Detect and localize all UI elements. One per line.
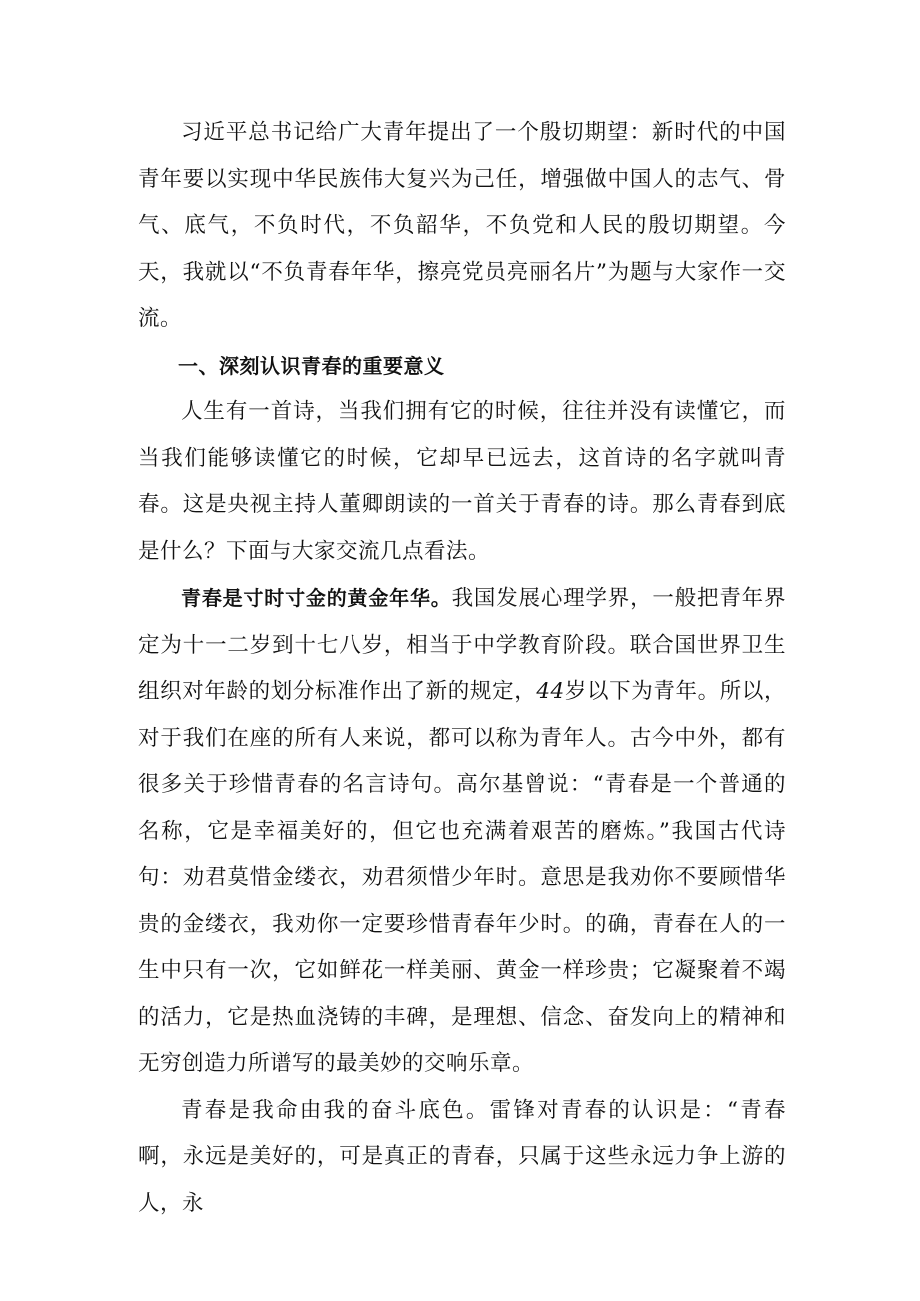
struggle-paragraph: 青春是我命由我的奋斗底色。雷锋对青春的认识是：“青春啊，永远是美好的，可是真正的青春，只属于这些永远力争上游的人，永: [138, 1097, 786, 1216]
golden-years-lead: 青春是寸时寸金的黄金年华。: [181, 586, 452, 610]
golden-years-paragraph: [138, 575, 786, 1088]
intro-paragraph: 习近平总书记给广大青年提出了一个殷切期望：新时代的中国青年要以实现中华民族伟大复兴为己任，增强做中国人的志气、骨气、底气，不负时代，不负韶华，不负党和人民的殷切期望。今天，我就以“不负青春年华，擦亮党员亮丽名片”为题与大家作一交流。: [138, 120, 786, 331]
golden-years-text-a: 我国发展心理学界，一般把青年界定为十一二岁到十七八岁，相当于中学教育阶段。联合国世界卫生组织对年龄的划分标准作出了新的规定，: [138, 586, 786, 704]
golden-years-text-b: 岁以下为青年。所以，对于我们在座的所有人来说，都可以称为青年人。古今中外，都有很多关于珍惜青春的名言诗句。高尔基曾说：“青春是一个普通的名称，它是幸福美好的，但它也充满着艰苦的磨炼。”我国古代诗句：劝君莫惜金缕衣，劝君须惜少年时。意思是我劝你不要顾惜华贵的金缕衣，我劝你一定要珍惜青春年少时。的确，青春在人的一生中只有一次，它如鲜花一样美丽、黄金一样珍贵；它凝聚着不竭的活力，它是热血浇铸的丰碑，是理想、信念、奋发向上的精神和无穷创造力所谱写的最美妙的交响乐章。: [138, 679, 786, 1076]
poem-paragraph: 人生有一首诗，当我们拥有它的时候，往往并没有读懂它，而当我们能够读懂它的时候，它却早已远去，这首诗的名字就叫青春。这是央视主持人董卿朗读的一首关于青春的诗。那么青春到底是什么？下面与大家交流几点看法。: [138, 399, 786, 564]
age-number: 44: [536, 679, 565, 704]
document-page: [138, 110, 786, 1227]
section-heading: 一、深刻认识青春的重要意义: [178, 353, 445, 378]
